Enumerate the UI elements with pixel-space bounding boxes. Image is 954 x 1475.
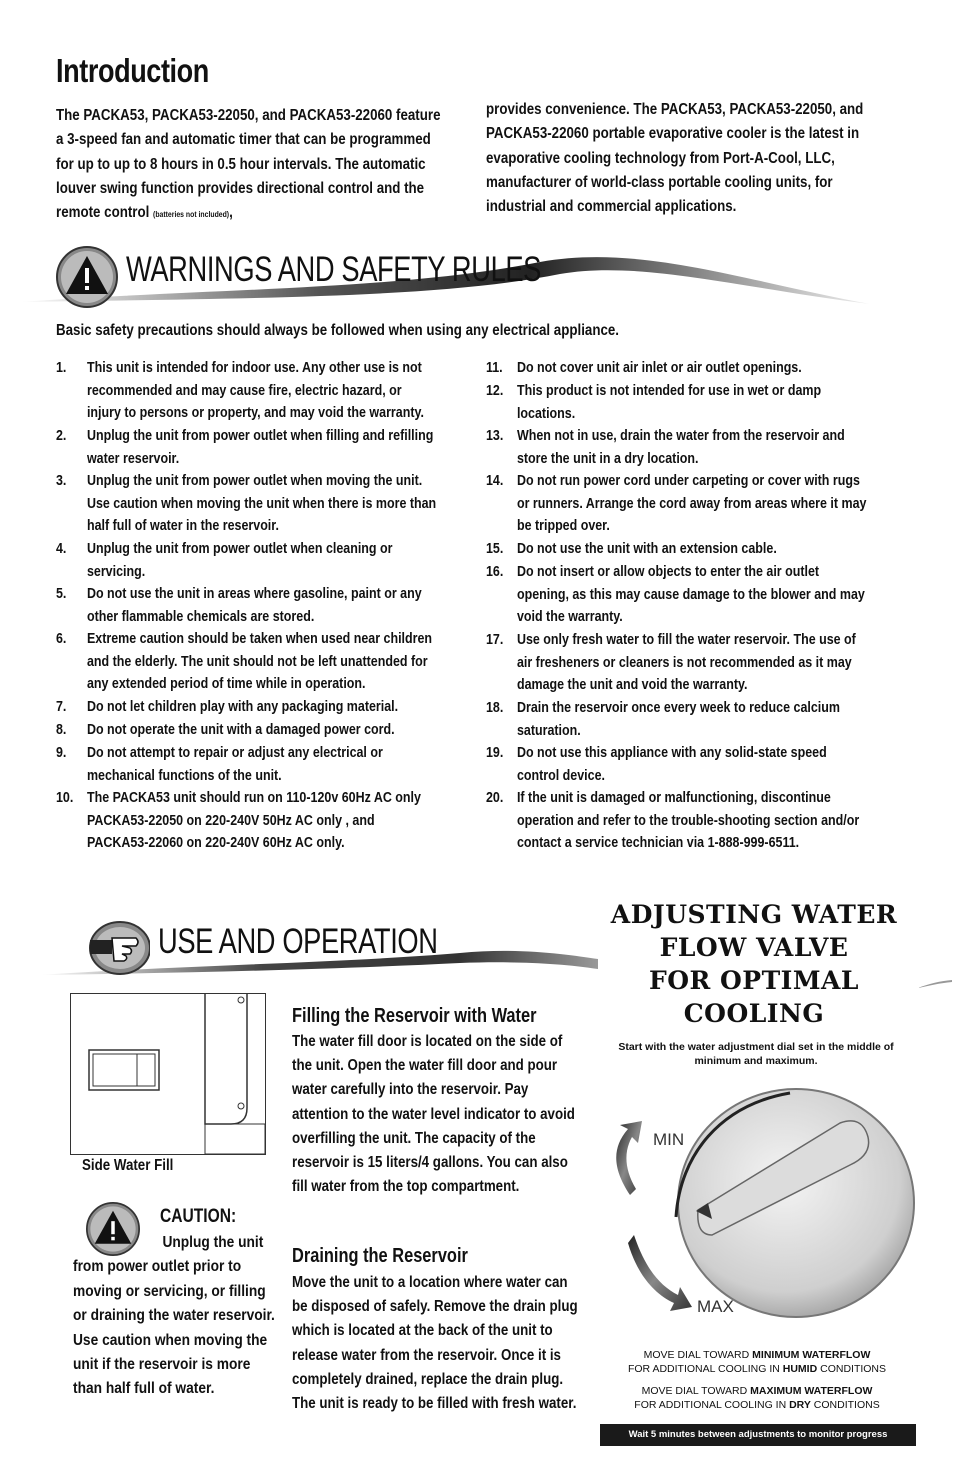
- rule-number: 19.: [486, 745, 504, 761]
- rule-number: 11.: [486, 360, 503, 376]
- adjust-title-line-1: ADJUSTING WATER: [610, 900, 898, 929]
- rule-number: 10.: [56, 790, 74, 806]
- move-min-b: MINIMUM WATERFLOW: [752, 1349, 871, 1361]
- rule-text: This unit is intended for indoor use. Any other use is not recommended and may cause fire, electric hazard, or injury to persons or property, and may void the warranty.: [86, 360, 424, 422]
- rules-list-left: [56, 357, 476, 855]
- move-min-a: MOVE DIAL TOWARD: [643, 1349, 753, 1361]
- intro-paragraph-right: [486, 98, 906, 219]
- rule-item-inner: [486, 470, 868, 538]
- move-max-b: MAXIMUM WATERFLOW: [750, 1385, 873, 1397]
- adjust-title: [604, 898, 904, 1030]
- rule-item: [56, 628, 476, 696]
- rule-item-inner: [486, 629, 868, 697]
- rule-number: 16.: [486, 564, 504, 580]
- pointing-hand-icon: [86, 920, 150, 976]
- draining-text: Move the unit to a location where water can be disposed of safely. Remove the drain plug which is located at the back of the unit to release water from the reservoir. Once it is completely drained, replace the drain plug. The unit is ready to be filled with fresh water.: [292, 1274, 578, 1413]
- rule-item: [486, 357, 906, 380]
- rule-item: [486, 470, 906, 538]
- intro-note: (batteries not included): [153, 210, 230, 220]
- draining-heading: Draining the Reservoir: [292, 1245, 468, 1267]
- small-swoosh: [918, 978, 952, 990]
- rule-text: Unplug the unit from power outlet when moving the unit. Use caution when moving the unit when there is more than half full of water in the reservoir.: [86, 473, 437, 535]
- rule-text: When not in use, drain the water from the reservoir and store the unit in a dry location.: [516, 428, 845, 467]
- rule-text: Do not cover unit air inlet or air outlet openings.: [516, 360, 802, 376]
- rule-number: 14.: [486, 473, 504, 489]
- rule-text: If the unit is damaged or malfunctioning, discontinue operation and refer to the trouble-shooting section and/or contact a service technician via 1-888-999-6511.: [516, 790, 860, 852]
- intro-paragraph-left: [56, 104, 476, 227]
- rule-item-inner: [486, 380, 868, 425]
- rule-item-inner: [486, 742, 868, 787]
- move-min-e: CONDITIONS: [817, 1363, 887, 1375]
- rule-item-inner: [56, 425, 438, 470]
- rule-item: [56, 470, 476, 538]
- rule-item-inner: [56, 470, 438, 538]
- rule-item: [486, 425, 906, 470]
- draining-paragraph: [292, 1271, 592, 1416]
- use-heading: USE AND OPERATION: [158, 922, 438, 961]
- rule-text: Do not use the unit in areas where gasoline, paint or any other flammable chemicals are stored.: [86, 586, 422, 625]
- basic-safety-line: Basic safety precautions should always be followed when using any electrical appliance.: [56, 322, 620, 339]
- rule-text: Unplug the unit from power outlet when filling and refilling water reservoir.: [86, 428, 434, 467]
- rule-number: 12.: [486, 383, 504, 399]
- max-label: MAX: [697, 1297, 734, 1316]
- rule-item-inner: [56, 357, 438, 425]
- rule-number: 17.: [486, 632, 504, 648]
- rule-item: [486, 380, 906, 425]
- filling-paragraph: [292, 1030, 592, 1199]
- rule-item-inner: [486, 425, 868, 470]
- rule-item: [56, 719, 476, 742]
- rule-text: Use only fresh water to fill the water reservoir. The use of air fresheners or cleaners is not recommended as it may damage the unit and void the warranty.: [516, 632, 856, 694]
- rule-item: [56, 583, 476, 628]
- rule-item-inner: [56, 628, 438, 696]
- move-max-e: CONDITIONS: [810, 1399, 880, 1411]
- rule-text: Unplug the unit from power outlet when cleaning or servicing.: [86, 541, 393, 580]
- move-min-c: FOR ADDITIONAL COOLING IN: [627, 1363, 783, 1375]
- adjust-title-line-3: FOR OPTIMAL: [648, 966, 860, 995]
- rule-text: The PACKA53 unit should run on 110-120v 60Hz AC only PACKA53-22050 on 220-240V 50Hz AC only , and PACKA53-22060 on 220-240V 60Hz AC only.: [86, 790, 421, 852]
- warnings-heading: WARNINGS AND SAFETY RULES: [126, 250, 542, 289]
- move-max-a: MOVE DIAL TOWARD: [641, 1385, 751, 1397]
- rule-number: 5.: [56, 586, 67, 602]
- rule-item: [486, 697, 906, 742]
- rule-item-inner: [56, 719, 438, 742]
- rule-item-inner: [56, 538, 438, 583]
- rule-item-inner: [486, 538, 868, 561]
- rule-number: 15.: [486, 541, 504, 557]
- side-water-fill-caption: Side Water Fill: [82, 1157, 174, 1174]
- caution-title: CAUTION:: [160, 1206, 237, 1227]
- rule-number: 8.: [56, 722, 67, 738]
- caution-paragraph: [73, 1231, 313, 1402]
- intro-text-1: The PACKA53, PACKA53-22050, and PACKA53-22060 feature a 3-speed fan and automatic timer that can be programmed for up to up to 8 hours in 0.5 hour intervals. The automatic louver swing function provides directional control and the remote control: [56, 107, 441, 222]
- rule-item-inner: [56, 742, 438, 787]
- rule-item-inner: [56, 787, 438, 855]
- rule-item: [56, 538, 476, 583]
- rule-number: 1.: [56, 360, 67, 376]
- intro-text-comma: ,: [229, 204, 233, 222]
- rule-text: Do not let children play with any packaging material.: [86, 699, 399, 715]
- rule-number: 6.: [56, 631, 67, 647]
- rule-number: 2.: [56, 428, 67, 444]
- rule-item: [56, 696, 476, 719]
- adjust-start-text: Start with the water adjustment dial set in the middle of minimum and maximum.: [618, 1041, 894, 1067]
- rule-item-inner: [486, 697, 868, 742]
- rule-text: Do not insert or allow objects to enter the air outlet opening, as this may cause damage to the blower and may void the warranty.: [516, 564, 865, 626]
- filling-heading: Filling the Reservoir with Water: [292, 1005, 537, 1027]
- rule-number: 13.: [486, 428, 504, 444]
- rule-text: Do not attempt to repair or adjust any electrical or mechanical functions of the unit.: [86, 745, 383, 784]
- rule-item: [56, 425, 476, 470]
- intro-heading: Introduction: [56, 52, 209, 89]
- rule-text: Do not use the unit with an extension cable.: [516, 541, 777, 557]
- rule-item: [56, 787, 476, 855]
- rule-number: 4.: [56, 541, 67, 557]
- rule-item-inner: [56, 583, 438, 628]
- rule-item-inner: [486, 787, 868, 855]
- rule-text: Do not run power cord under carpeting or cover with rugs or runners. Arrange the cord away from areas where it may be tripped over.: [516, 473, 867, 535]
- adjust-title-line-2: FLOW VALVE: [659, 933, 849, 962]
- rule-item-inner: [486, 561, 868, 629]
- rule-number: 9.: [56, 745, 67, 761]
- rule-item: [486, 742, 906, 787]
- intro-text-2: provides convenience. The PACKA53, PACKA53-22050, and PACKA53-22060 portable evaporative cooler is the latest in evaporative cooling technology from Port-A-Cool, LLC, manufacturer of world-class portable cooling units, for industrial and commercial applications.: [486, 101, 864, 216]
- warning-icon: [56, 246, 118, 308]
- rules-list-right: [486, 357, 906, 855]
- rule-number: 18.: [486, 700, 504, 716]
- min-label: MIN: [653, 1130, 685, 1149]
- rule-text: Extreme caution should be taken when used near children and the elderly. The unit should not be left unattended for any extended period of time while in operation.: [86, 631, 433, 693]
- rule-number: 20.: [486, 790, 504, 806]
- rule-item-inner: [56, 696, 438, 719]
- move-max-c: FOR ADDITIONAL COOLING IN: [634, 1399, 790, 1411]
- rule-item: [486, 538, 906, 561]
- filling-text: The water fill door is located on the side of the unit. Open the water fill door and pour water carefully into the reservoir. Pay attention to the water level indicator to avoid overfilling the unit. The capacity of the reservoir is 15 liters/4 gallons. You can also fill water from the top compartment.: [292, 1033, 575, 1196]
- rule-text: Do not operate the unit with a damaged power cord.: [86, 722, 395, 738]
- rule-item: [56, 742, 476, 787]
- rule-text: This product is not intended for use in wet or damp locations.: [516, 383, 822, 422]
- rule-number: 7.: [56, 699, 67, 715]
- rule-item: [486, 561, 906, 629]
- rule-item: [486, 629, 906, 697]
- move-max-d: DRY: [789, 1399, 811, 1411]
- adjust-title-line-4: COOLING: [683, 999, 825, 1028]
- move-max-text: [604, 1384, 910, 1412]
- wait-banner: Wait 5 minutes between adjustments to monitor progress: [600, 1424, 916, 1446]
- rule-item-inner: [486, 357, 868, 380]
- rule-text: Do not use this appliance with any solid-state speed control device.: [516, 745, 827, 784]
- rule-item: [56, 357, 476, 425]
- rule-item: [486, 787, 906, 855]
- rule-text: Drain the reservoir once every week to reduce calcium saturation.: [516, 700, 840, 739]
- side-water-fill-illustration: [70, 993, 266, 1155]
- caution-text: Unplug the unit from power outlet prior to moving or servicing, or filling or draining the water reservoir. Use caution when moving the unit if the reservoir is more than half full of water.: [73, 1234, 275, 1398]
- water-dial-illustration: [600, 1085, 920, 1325]
- move-min-text: [604, 1348, 910, 1376]
- move-min-d: HUMID: [782, 1363, 818, 1375]
- rule-number: 3.: [56, 473, 67, 489]
